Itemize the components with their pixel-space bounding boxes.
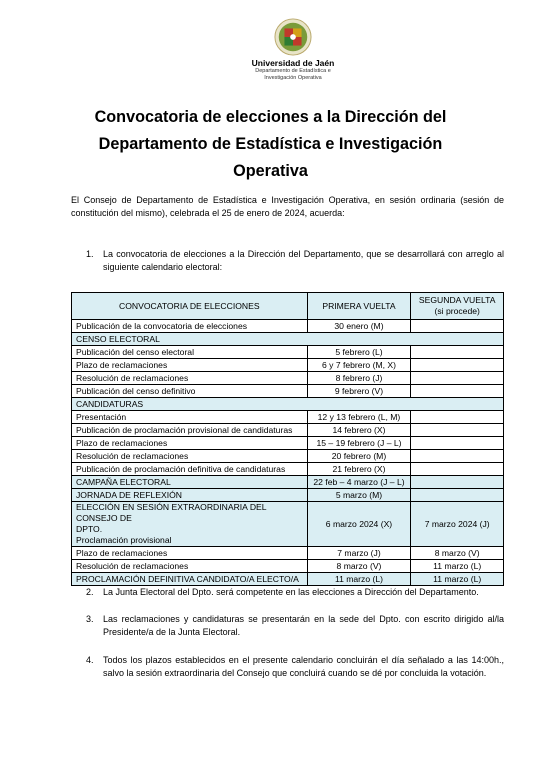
header-primera-vuelta: PRIMERA VUELTA xyxy=(307,293,411,320)
row-label: Plazo de reclamaciones xyxy=(72,547,308,560)
row-first-round: 20 febrero (M) xyxy=(307,450,411,463)
item-1-text: La convocatoria de elecciones a la Dirección del Departamento, que se desarrollará con arreglo al siguiente calendario electoral: xyxy=(103,249,504,272)
table-row xyxy=(72,547,504,560)
table-section-row xyxy=(72,398,504,411)
row-first-round: 5 marzo (M) xyxy=(307,489,411,502)
row-label: Publicación de proclamación provisional de candidaturas xyxy=(72,424,308,437)
row-first-round: 8 febrero (J) xyxy=(307,372,411,385)
item-3-number: 3. xyxy=(86,614,94,624)
intro-paragraph: El Consejo de Departamento de Estadística e Investigación Operativa, en sesión ordinaria (sesión de constitución del mismo), celebrada el 25 de enero de 2024, acuerda: xyxy=(71,195,504,218)
row-label-line: DPTO. xyxy=(76,524,103,534)
table-row xyxy=(72,411,504,424)
row-label-line: ELECCIÓN EN SESIÓN EXTRAORDINARIA DEL CONSEJO DE xyxy=(76,502,267,523)
row-first-round: 22 feb – 4 marzo (J – L) xyxy=(307,476,411,489)
header-convocatoria: CONVOCATORIA DE ELECCIONES xyxy=(72,293,308,320)
document-title xyxy=(60,104,481,185)
row-label: Resolución de reclamaciones xyxy=(72,450,308,463)
row-second-round xyxy=(411,489,504,502)
header-si-procede-label: (si procede) xyxy=(434,306,480,316)
row-second-round: 8 marzo (V) xyxy=(411,547,504,560)
item-1-number: 1. xyxy=(86,249,94,259)
row-second-round xyxy=(411,385,504,398)
row-second-round xyxy=(411,346,504,359)
row-label: JORNADA DE REFLEXIÓN xyxy=(72,489,308,502)
header-segunda-vuelta xyxy=(411,293,504,320)
row-label: Publicación de la convocatoria de elecciones xyxy=(72,320,308,333)
department-name-line2: Investigación Operativa xyxy=(264,74,322,81)
table-row xyxy=(72,560,504,573)
row-second-round xyxy=(411,450,504,463)
row-first-round: 12 y 13 febrero (L, M) xyxy=(307,411,411,424)
table-row xyxy=(72,437,504,450)
row-label: Plazo de reclamaciones xyxy=(72,437,308,450)
header-segunda-vuelta-label: SEGUNDA VUELTA xyxy=(418,295,496,305)
item-2-number: 2. xyxy=(86,587,94,597)
row-second-round xyxy=(411,476,504,489)
item-2-text: La Junta Electoral del Dpto. será competente en las elecciones a Dirección del Departamento. xyxy=(103,587,479,597)
table-header-row xyxy=(72,293,504,320)
table-section-row xyxy=(72,333,504,346)
row-first-round: 5 febrero (L) xyxy=(307,346,411,359)
row-second-round xyxy=(411,411,504,424)
row-first-round: 8 marzo (V) xyxy=(307,560,411,573)
row-second-round xyxy=(411,359,504,372)
table-row xyxy=(72,359,504,372)
university-seal-icon xyxy=(274,18,312,56)
row-label: Publicación de proclamación definitiva de candidaturas xyxy=(72,463,308,476)
row-label: Publicación del censo definitivo xyxy=(72,385,308,398)
table-row xyxy=(72,450,504,463)
electoral-calendar-table xyxy=(71,292,504,586)
table-row xyxy=(72,573,504,586)
item-3-text: Las reclamaciones y candidaturas se presentarán en la sede del Dpto. con escrito dirigido al/la Presidente/a de la Junta Electoral. xyxy=(103,614,504,637)
row-label xyxy=(72,502,308,547)
row-first-round: 7 marzo (J) xyxy=(307,547,411,560)
university-logo xyxy=(248,18,338,81)
row-first-round: 30 enero (M) xyxy=(307,320,411,333)
row-first-round: 11 marzo (L) xyxy=(307,573,411,586)
row-first-round: 9 febrero (V) xyxy=(307,385,411,398)
row-second-round xyxy=(411,437,504,450)
row-second-round: 11 marzo (L) xyxy=(411,573,504,586)
title-line-2: Departamento de Estadística e Investigación Operativa xyxy=(98,135,443,180)
section-label: CANDIDATURAS xyxy=(72,398,504,411)
row-label-line: Proclamación provisional xyxy=(76,535,172,545)
table-row xyxy=(72,424,504,437)
row-label: Publicación del censo electoral xyxy=(72,346,308,359)
row-second-round xyxy=(411,320,504,333)
row-second-round: 7 marzo 2024 (J) xyxy=(411,502,504,547)
table-row xyxy=(72,502,504,547)
row-first-round: 6 y 7 febrero (M, X) xyxy=(307,359,411,372)
row-first-round: 21 febrero (X) xyxy=(307,463,411,476)
row-second-round xyxy=(411,463,504,476)
row-second-round xyxy=(411,372,504,385)
row-label: Resolución de reclamaciones xyxy=(72,372,308,385)
row-label: CAMPAÑA ELECTORAL xyxy=(72,476,308,489)
table-row xyxy=(72,346,504,359)
section-label: CENSO ELECTORAL xyxy=(72,333,504,346)
row-first-round: 15 – 19 febrero (J – L) xyxy=(307,437,411,450)
row-label: Presentación xyxy=(72,411,308,424)
item-4-text: Todos los plazos establecidos en el presente calendario concluirán el día señalado a las 14:00h., salvo la sesión extraordinaria del Consejo que concluirá cuando se dé por concluida la votación. xyxy=(103,655,504,678)
row-label: Resolución de reclamaciones xyxy=(72,560,308,573)
row-second-round: 11 marzo (L) xyxy=(411,560,504,573)
table-row xyxy=(72,385,504,398)
row-second-round xyxy=(411,424,504,437)
table-row xyxy=(72,372,504,385)
row-label: Plazo de reclamaciones xyxy=(72,359,308,372)
table-row xyxy=(72,463,504,476)
item-4-number: 4. xyxy=(86,655,94,665)
university-name: Universidad de Jaén xyxy=(251,58,335,68)
table-row xyxy=(72,320,504,333)
row-label: PROCLAMACIÓN DEFINITIVA CANDIDATO/A ELECTO/A xyxy=(72,573,308,586)
department-name-line1: Departamento de Estadística e xyxy=(255,68,331,74)
row-first-round: 6 marzo 2024 (X) xyxy=(307,502,411,547)
table-row xyxy=(72,476,504,489)
table-row xyxy=(72,489,504,502)
row-first-round: 14 febrero (X) xyxy=(307,424,411,437)
title-line-1: Convocatoria de elecciones a la Dirección del xyxy=(94,108,447,126)
